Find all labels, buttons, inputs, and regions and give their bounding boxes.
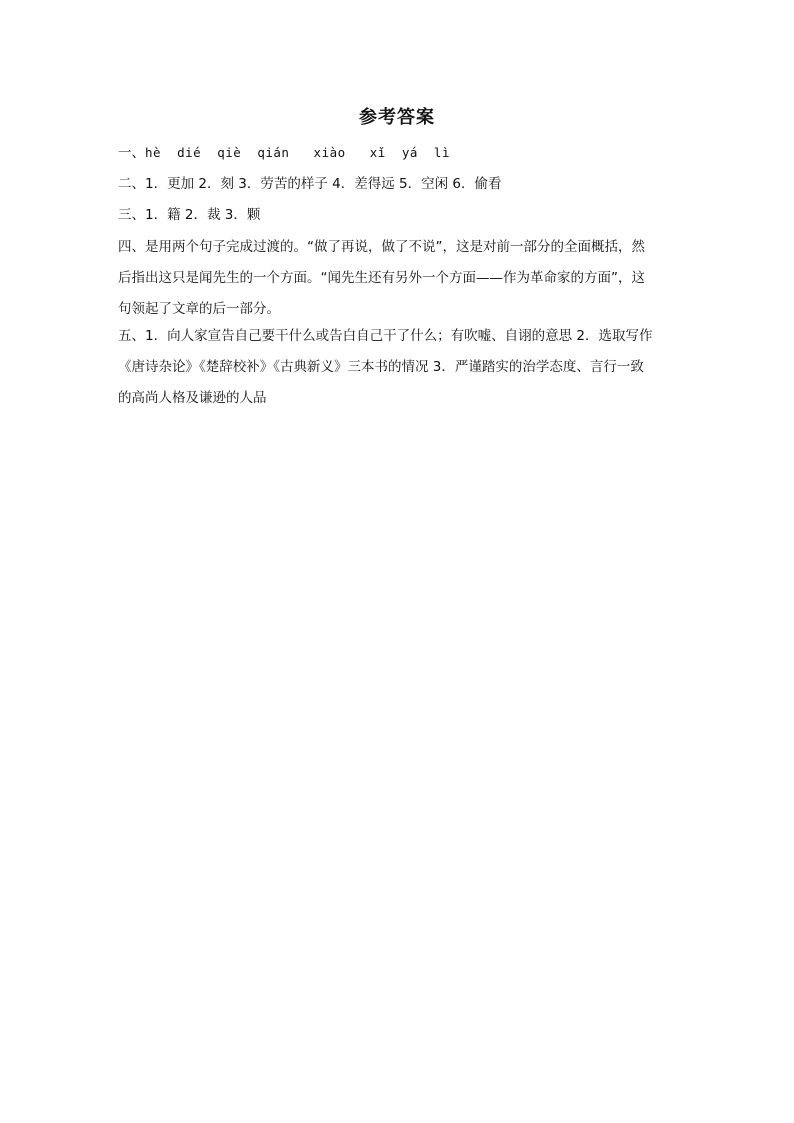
answer-5-line-1: 五、1．向人家宣告自己要干什么或告白自己干了什么；有吹嘘、自诩的意思 2．选取写作 — [118, 328, 653, 344]
answer-1 — [118, 142, 676, 164]
answer-1-label: 一、 — [118, 145, 145, 161]
answer-5-line-3: 的高尚人格及谦逊的人品 — [118, 390, 267, 406]
page-title: 参考答案 — [359, 107, 435, 128]
answer-4 — [118, 232, 676, 325]
answer-4-line-3: 句领起了文章的后一部分。 — [118, 301, 280, 317]
answer-1-pinyin: hè dié qiè qián xiào xǐ yá lì — [145, 145, 450, 160]
answer-4-line-1: 四、是用两个句子完成过渡的。“做了再说，做了不说”，这是对前一部分的全面概括，然 — [118, 239, 645, 255]
answer-5 — [118, 321, 676, 414]
answer-3: 三、1．籍 2．裁 3．颗 — [118, 207, 261, 223]
answer-list — [118, 142, 676, 414]
answer-4-line-2: 后指出这只是闻先生的一个方面。“闻先生还有另外一个方面——作为革命家的方面”，这 — [118, 270, 645, 286]
answer-2: 二、1．更加 2．刻 3．劳苦的样子 4．差得远 5．空闲 6．偷看 — [118, 176, 502, 192]
answer-5-line-2: 《唐诗杂论》《楚辞校补》《古典新义》三本书的情况 3．严谨踏实的治学态度、言行一致 — [118, 359, 644, 375]
